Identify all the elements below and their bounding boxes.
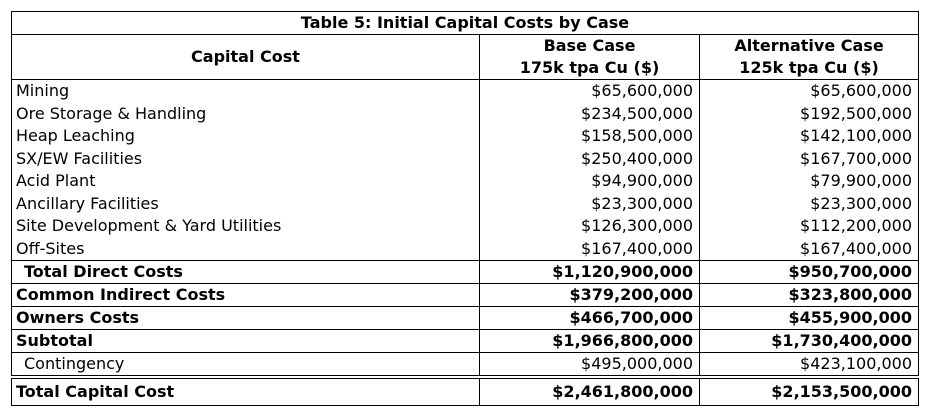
alt-case-value: $167,700,000	[700, 148, 919, 171]
base-case-value: $495,000,000	[480, 353, 700, 378]
row-label: Total Capital Cost	[12, 377, 480, 406]
table-row	[12, 193, 919, 216]
table-row	[12, 148, 919, 171]
base-case-value: $167,400,000	[480, 238, 700, 261]
base-case-value: $234,500,000	[480, 103, 700, 126]
alt-case-subheader: 125k tpa Cu ($)	[700, 57, 919, 80]
row-label: Heap Leaching	[12, 125, 480, 148]
table-row	[12, 80, 919, 103]
capital-cost-table-container	[11, 11, 918, 406]
row-label: Mining	[12, 80, 480, 103]
alt-case-value: $112,200,000	[700, 215, 919, 238]
row-label: Off-Sites	[12, 238, 480, 261]
base-case-value: $1,966,800,000	[480, 330, 700, 353]
table-row	[12, 170, 919, 193]
row-label: Owners Costs	[12, 307, 480, 330]
owners-costs-row	[12, 307, 919, 330]
row-label: Ore Storage & Handling	[12, 103, 480, 126]
total-capital-cost-row	[12, 377, 919, 406]
base-case-value: $2,461,800,000	[480, 377, 700, 406]
table-row	[12, 125, 919, 148]
base-case-value: $126,300,000	[480, 215, 700, 238]
subtotal-row	[12, 330, 919, 353]
alt-case-value: $142,100,000	[700, 125, 919, 148]
alt-case-value: $167,400,000	[700, 238, 919, 261]
row-label: Contingency	[12, 353, 480, 378]
table-row	[12, 238, 919, 261]
common-indirect-costs-row	[12, 284, 919, 307]
alt-case-value: $1,730,400,000	[700, 330, 919, 353]
alt-case-value: $323,800,000	[700, 284, 919, 307]
alt-case-value: $950,700,000	[700, 261, 919, 284]
base-case-value: $379,200,000	[480, 284, 700, 307]
capital-cost-column-header: Capital Cost	[12, 35, 480, 80]
row-label: Site Development & Yard Utilities	[12, 215, 480, 238]
capital-cost-table	[11, 11, 919, 406]
base-case-value: $1,120,900,000	[480, 261, 700, 284]
row-label: Ancillary Facilities	[12, 193, 480, 216]
base-case-value: $94,900,000	[480, 170, 700, 193]
row-label: Common Indirect Costs	[12, 284, 480, 307]
alt-case-value: $79,900,000	[700, 170, 919, 193]
alt-case-value: $192,500,000	[700, 103, 919, 126]
base-case-value: $250,400,000	[480, 148, 700, 171]
alt-case-value: $455,900,000	[700, 307, 919, 330]
table-row	[12, 103, 919, 126]
alt-case-value: $23,300,000	[700, 193, 919, 216]
base-case-value: $158,500,000	[480, 125, 700, 148]
alt-case-value: $2,153,500,000	[700, 377, 919, 406]
row-label: Acid Plant	[12, 170, 480, 193]
row-label: Subtotal	[12, 330, 480, 353]
base-case-subheader: 175k tpa Cu ($)	[480, 57, 700, 80]
alt-case-value: $65,600,000	[700, 80, 919, 103]
total-direct-costs-row	[12, 261, 919, 284]
base-case-value: $466,700,000	[480, 307, 700, 330]
base-case-value: $23,300,000	[480, 193, 700, 216]
table-row	[12, 215, 919, 238]
contingency-row	[12, 353, 919, 378]
base-case-value: $65,600,000	[480, 80, 700, 103]
base-case-header: Base Case	[480, 35, 700, 58]
row-label: SX/EW Facilities	[12, 148, 480, 171]
alt-case-value: $423,100,000	[700, 353, 919, 378]
row-label: Total Direct Costs	[12, 261, 480, 284]
alt-case-header: Alternative Case	[700, 35, 919, 58]
table-title: Table 5: Initial Capital Costs by Case	[12, 12, 919, 35]
